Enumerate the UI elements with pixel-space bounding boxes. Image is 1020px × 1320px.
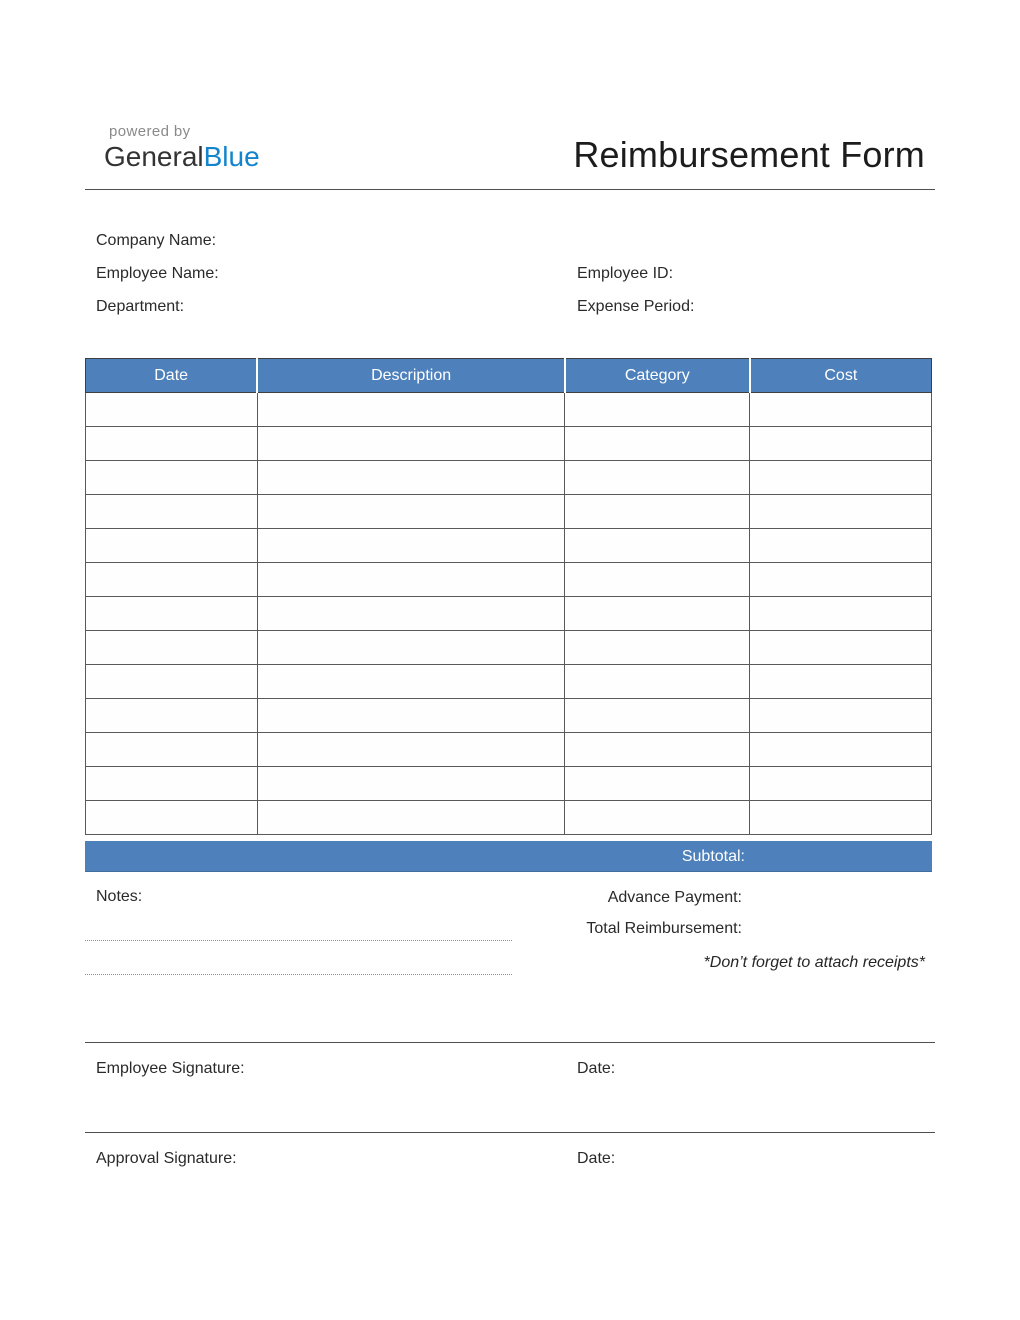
powered-by-text: powered by (109, 123, 191, 140)
expense-cell-description (257, 665, 565, 699)
attach-receipts-note: *Don’t forget to attach receipts* (703, 954, 925, 971)
expense-cell-description (257, 461, 565, 495)
expense-cell-description (257, 563, 565, 597)
expense-cell-cost (750, 767, 932, 801)
expense-cell-category (565, 733, 750, 767)
employee-signature-line (85, 1042, 935, 1043)
expense-cell-description (257, 427, 565, 461)
expense-cell-category (565, 597, 750, 631)
column-header-cost: Cost (750, 359, 932, 393)
subtotal-label: Subtotal: (681, 848, 745, 865)
brand-name-general: General (104, 140, 204, 172)
approval-signature-label: Approval Signature: (96, 1150, 237, 1167)
expense-cell-cost (750, 427, 932, 461)
expense-cell-cost (750, 631, 932, 665)
department-label: Department: (96, 298, 185, 315)
expense-cell-cost (750, 461, 932, 495)
expense-cell-cost (750, 733, 932, 767)
expense-table-header (86, 359, 932, 393)
expense-row (86, 563, 932, 597)
expense-cell-description (257, 597, 565, 631)
company-name-label: Company Name: (96, 232, 217, 249)
expense-cell-category (565, 801, 750, 835)
page-title: Reimbursement Form (573, 134, 925, 175)
expense-row (86, 801, 932, 835)
expense-cell-category (565, 563, 750, 597)
brand-logo (104, 124, 260, 173)
brand-name (104, 141, 260, 173)
expense-cell-cost (750, 563, 932, 597)
expense-cell-description (257, 733, 565, 767)
column-header-description: Description (257, 359, 565, 393)
expense-cell-cost (750, 529, 932, 563)
expense-cell-date (86, 801, 258, 835)
expense-cell-date (86, 767, 258, 801)
expense-cell-date (86, 597, 258, 631)
expense-cell-date (86, 427, 258, 461)
expense-cell-description (257, 767, 565, 801)
expense-cell-category (565, 767, 750, 801)
expense-period-label: Expense Period: (577, 298, 695, 315)
expense-cell-cost (750, 699, 932, 733)
expense-cell-category (565, 427, 750, 461)
expense-cell-category (565, 393, 750, 427)
expense-table-header-row (86, 359, 932, 393)
column-header-date: Date (86, 359, 258, 393)
expense-row (86, 733, 932, 767)
expense-cell-cost (750, 393, 932, 427)
brand-name-blue: Blue (203, 140, 260, 172)
expense-cell-date (86, 563, 258, 597)
expense-cell-date (86, 495, 258, 529)
expense-row (86, 597, 932, 631)
expense-table-body (86, 393, 932, 835)
expense-table (85, 358, 932, 835)
employee-signature-label: Employee Signature: (96, 1060, 245, 1077)
subtotal-bar (85, 841, 932, 872)
employee-id-label: Employee ID: (577, 265, 674, 282)
expense-cell-date (86, 699, 258, 733)
expense-cell-date (86, 631, 258, 665)
expense-cell-description (257, 801, 565, 835)
expense-cell-date (86, 393, 258, 427)
expense-cell-cost (750, 495, 932, 529)
expense-cell-description (257, 631, 565, 665)
expense-cell-description (257, 699, 565, 733)
expense-cell-category (565, 461, 750, 495)
expense-cell-category (565, 699, 750, 733)
expense-row (86, 699, 932, 733)
expense-cell-date (86, 529, 258, 563)
notes-line-1 (85, 940, 512, 941)
approval-date-label: Date: (577, 1150, 616, 1167)
expense-cell-description (257, 393, 565, 427)
expense-row (86, 393, 932, 427)
expense-cell-date (86, 733, 258, 767)
expense-cell-cost (750, 665, 932, 699)
expense-row (86, 665, 932, 699)
expense-cell-date (86, 665, 258, 699)
expense-cell-category (565, 529, 750, 563)
expense-cell-date (86, 461, 258, 495)
column-header-category: Category (565, 359, 750, 393)
expense-cell-cost (750, 597, 932, 631)
expense-cell-cost (750, 801, 932, 835)
approval-signature-line (85, 1132, 935, 1133)
total-reimbursement-label: Total Reimbursement: (586, 920, 742, 937)
expense-cell-category (565, 631, 750, 665)
expense-cell-description (257, 495, 565, 529)
advance-payment-label: Advance Payment: (607, 889, 742, 906)
expense-row (86, 529, 932, 563)
expense-cell-category (565, 495, 750, 529)
expense-row (86, 461, 932, 495)
employee-date-label: Date: (577, 1060, 616, 1077)
notes-line-2 (85, 974, 512, 975)
expense-row (86, 767, 932, 801)
expense-row (86, 495, 932, 529)
header-divider (85, 189, 935, 190)
notes-label: Notes: (96, 888, 143, 905)
expense-row (86, 427, 932, 461)
expense-row (86, 631, 932, 665)
employee-name-label: Employee Name: (96, 265, 219, 282)
expense-cell-category (565, 665, 750, 699)
expense-cell-description (257, 529, 565, 563)
